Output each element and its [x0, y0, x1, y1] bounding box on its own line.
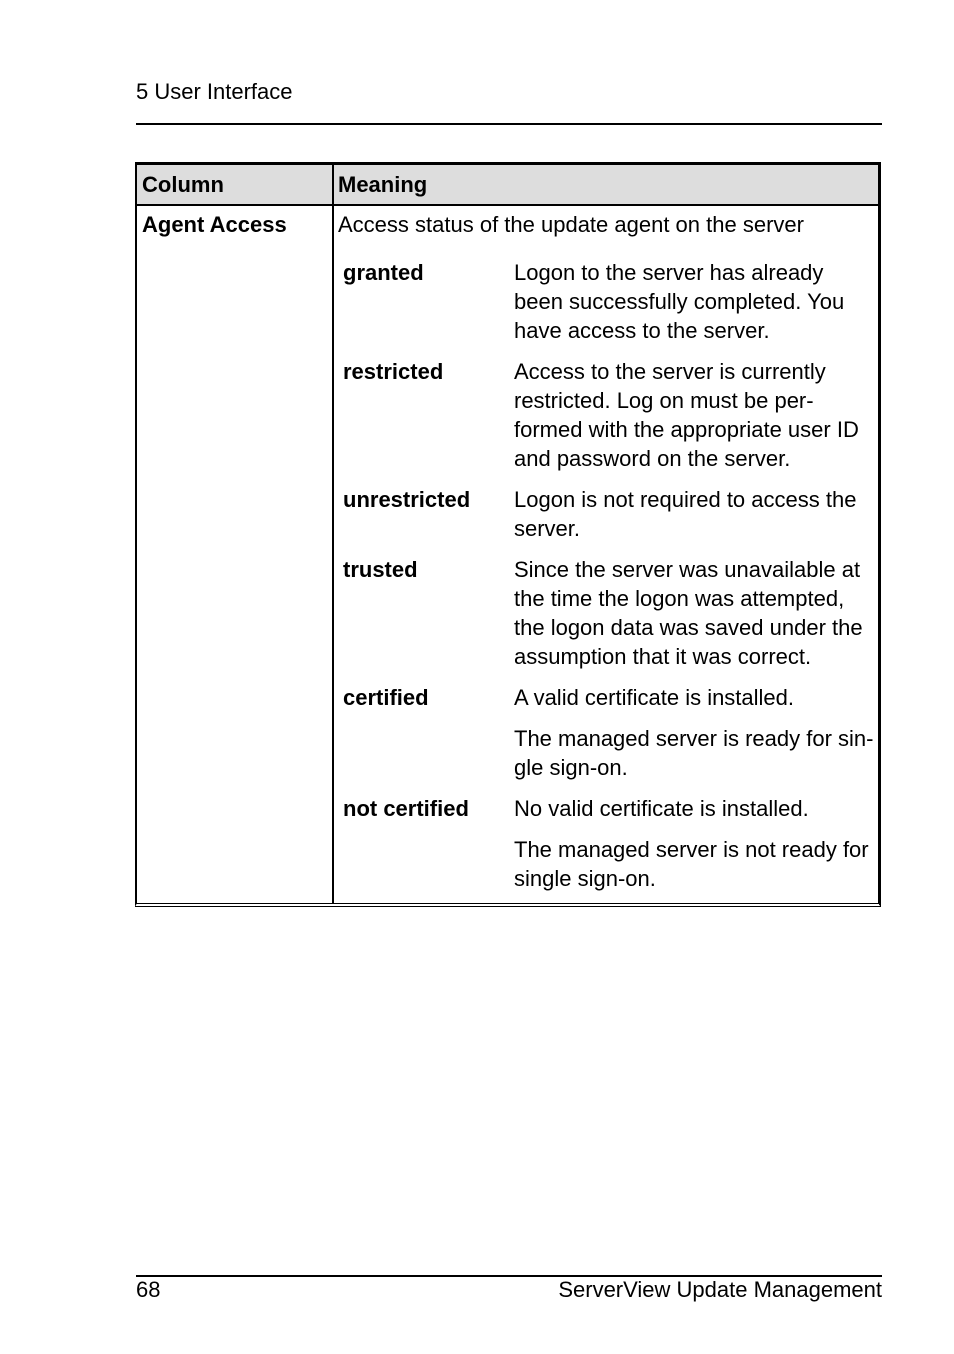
definition-line: the logon data was saved under the [514, 615, 863, 640]
definition-line: have access to the server. [514, 318, 770, 343]
definition-unrestricted [514, 485, 874, 543]
row-meaning-intro: Access status of the update agent on the server [338, 212, 804, 237]
definition-trusted [514, 555, 874, 671]
header-meaning: Meaning [338, 172, 428, 197]
definition-line: No valid certificate is installed. [514, 796, 809, 821]
term-not-certified: not certified [343, 796, 469, 821]
definition-line: Since the server was unavailable at [514, 557, 861, 582]
definition-line: the time the logon was attempted, [514, 586, 845, 611]
definition-line: A valid certificate is installed. [514, 685, 795, 710]
definition-line: been successfully completed. You [514, 289, 845, 314]
column-meaning-table [135, 162, 881, 907]
definition-line: Logon to the server has already [514, 260, 824, 285]
definition-line: single sign-on. [514, 866, 656, 891]
definition-line: Logon is not required to access the [514, 487, 857, 512]
definition-certified-note [514, 724, 874, 782]
definition-line: server. [514, 516, 581, 541]
definition-not-certified [514, 794, 874, 823]
definition-line: The managed server is ready for sin- [514, 726, 874, 751]
term-granted: granted [343, 260, 424, 285]
definition-line: The managed server is not ready for [514, 837, 869, 862]
definition-not-certified-note [514, 835, 874, 893]
definition-restricted [514, 357, 874, 473]
definition-certified [514, 683, 874, 712]
definition-line: restricted. Log on must be per- [514, 388, 814, 413]
chapter-title: 5 User Interface [136, 79, 293, 104]
column-divider [332, 165, 334, 903]
page-number: 68 [136, 1277, 161, 1302]
header-rule [136, 123, 882, 125]
document-title: ServerView Update Management [558, 1277, 882, 1302]
term-trusted: trusted [343, 557, 418, 582]
definition-line: formed with the appropriate user ID [514, 417, 859, 442]
definition-line: and password on the server. [514, 446, 791, 471]
definition-line: Access to the server is currently [514, 359, 826, 384]
header-column: Column [142, 172, 224, 197]
definition-line: assumption that it was correct. [514, 644, 812, 669]
definition-line: gle sign-on. [514, 755, 628, 780]
table-header-row [137, 165, 878, 206]
term-certified: certified [343, 685, 429, 710]
row-column-name: Agent Access [142, 212, 287, 237]
term-unrestricted: unrestricted [343, 487, 471, 512]
term-restricted: restricted [343, 359, 444, 384]
definition-granted [514, 258, 874, 345]
